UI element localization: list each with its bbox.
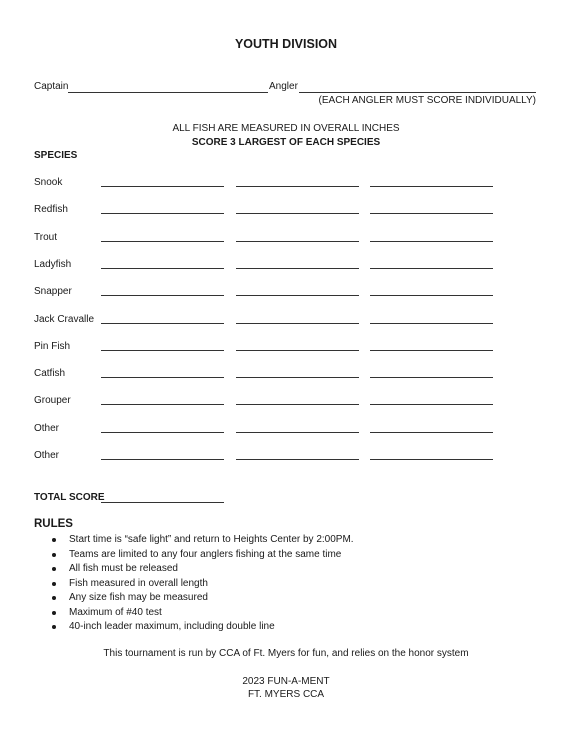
fish-length-field-1[interactable] [101, 241, 224, 242]
fish-length-field-1[interactable] [101, 295, 224, 296]
fish-length-field-2[interactable] [236, 213, 359, 214]
fish-length-field-1[interactable] [101, 459, 224, 460]
fish-length-field-2[interactable] [236, 295, 359, 296]
rule-item: Teams are limited to any four anglers fishing at the same time [34, 548, 354, 563]
fish-length-field-2[interactable] [236, 186, 359, 187]
rule-item: Fish measured in overall length [34, 577, 354, 592]
species-label: Catfish [34, 368, 66, 380]
species-label: Other [34, 422, 60, 434]
fish-length-field-3[interactable] [370, 241, 493, 242]
footer-event: 2023 FUN-A-MENT [242, 676, 330, 687]
page-title: YOUTH DIVISION [234, 37, 338, 51]
score-instruction: SCORE 3 LARGEST OF EACH SPECIES [191, 137, 381, 148]
species-label: Grouper [34, 395, 71, 407]
fish-length-field-3[interactable] [370, 350, 493, 351]
angler-note: (EACH ANGLER MUST SCORE INDIVIDUALLY) [318, 95, 536, 106]
fish-length-field-3[interactable] [370, 295, 493, 296]
fish-length-field-3[interactable] [370, 186, 493, 187]
fish-length-field-3[interactable] [370, 213, 493, 214]
fish-length-field-2[interactable] [236, 323, 359, 324]
angler-field[interactable] [299, 92, 536, 93]
species-label: Trout [34, 231, 57, 243]
rule-item: All fish must be released [34, 562, 354, 577]
fish-length-field-1[interactable] [101, 432, 224, 433]
captain-field[interactable] [68, 92, 268, 93]
fish-length-field-2[interactable] [236, 404, 359, 405]
fish-length-field-2[interactable] [236, 350, 359, 351]
fish-length-field-1[interactable] [101, 404, 224, 405]
fish-length-field-1[interactable] [101, 350, 224, 351]
species-label: Snapper [34, 286, 72, 298]
rule-item: Start time is “safe light” and return to Heights Center by 2:00PM. [34, 533, 354, 548]
fish-length-field-2[interactable] [236, 432, 359, 433]
species-label: Other [34, 450, 60, 461]
rules-list [34, 533, 354, 635]
fish-length-field-1[interactable] [101, 186, 224, 187]
fish-length-field-1[interactable] [101, 377, 224, 378]
fish-length-field-3[interactable] [370, 268, 493, 269]
fish-length-field-3[interactable] [370, 432, 493, 433]
species-label: Redfish [34, 204, 68, 216]
fish-length-field-2[interactable] [236, 268, 359, 269]
fish-length-field-3[interactable] [370, 323, 493, 324]
captain-label: Captain [34, 81, 69, 92]
fish-length-field-1[interactable] [101, 268, 224, 269]
total-score-label: TOTAL SCORE [34, 492, 105, 503]
rule-item: Maximum of #40 test [34, 606, 354, 621]
rule-item: Any size fish may be measured [34, 591, 354, 606]
species-label: Snook [34, 177, 63, 188]
species-heading: SPECIES [34, 150, 78, 161]
fish-length-field-3[interactable] [370, 377, 493, 378]
fish-length-field-1[interactable] [101, 213, 224, 214]
rule-item: 40-inch leader maximum, including double line [34, 620, 354, 635]
fish-length-field-2[interactable] [236, 459, 359, 460]
species-label: Jack Cravalle [34, 313, 95, 325]
species-label: Ladyfish [34, 258, 72, 270]
fish-length-field-3[interactable] [370, 404, 493, 405]
fish-length-field-2[interactable] [236, 377, 359, 378]
species-label: Pin Fish [34, 340, 71, 352]
footer-org: FT. MYERS CCA [247, 689, 325, 700]
fish-length-field-3[interactable] [370, 459, 493, 460]
honor-note: This tournament is run by CCA of Ft. Myers for fun, and relies on the honor system [103, 648, 469, 659]
fish-length-field-2[interactable] [236, 241, 359, 242]
rules-heading: RULES [34, 518, 73, 530]
measure-instruction: ALL FISH ARE MEASURED IN OVERALL INCHES [172, 123, 400, 134]
angler-label: Angler [269, 81, 298, 92]
total-score-field[interactable] [101, 502, 224, 503]
fish-length-field-1[interactable] [101, 323, 224, 324]
